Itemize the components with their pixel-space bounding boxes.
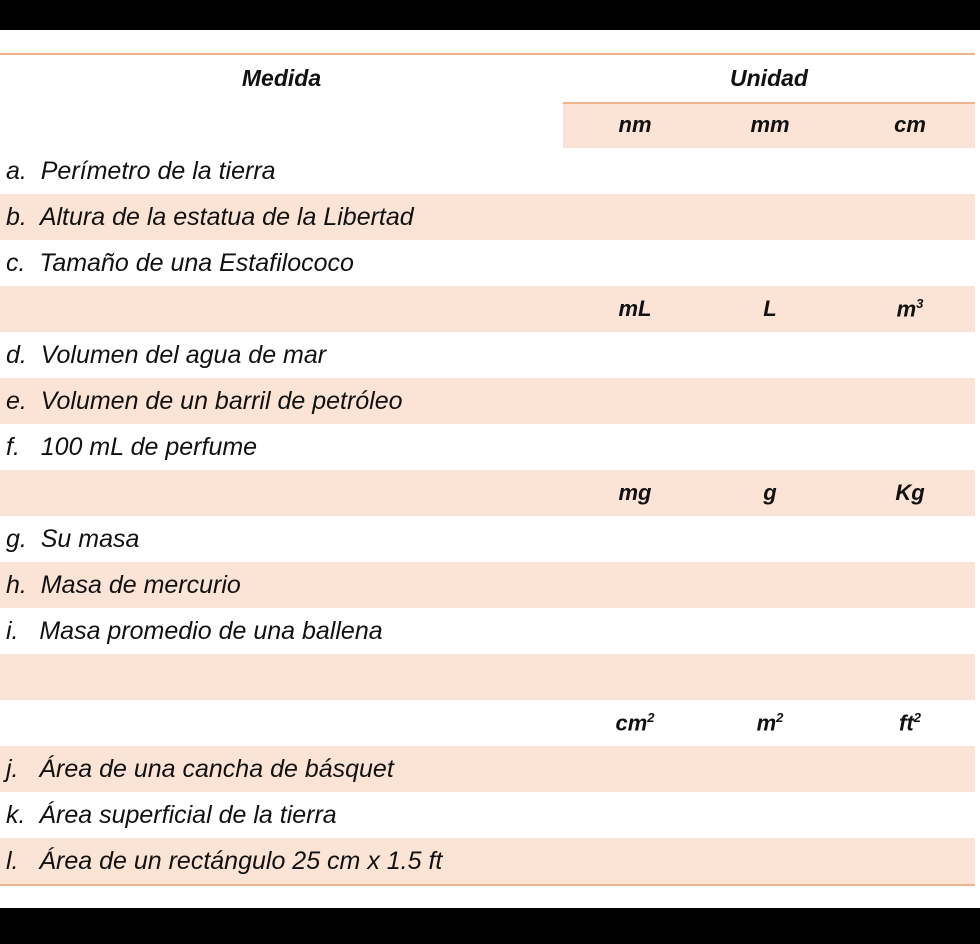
measure-row — [0, 240, 975, 286]
measure-row — [0, 332, 975, 378]
unit-label: ft — [899, 710, 914, 736]
unit-header — [850, 112, 970, 138]
unit-header — [850, 480, 970, 506]
unit-header — [850, 710, 970, 736]
measure-label: j. Área de una cancha de básquet — [6, 754, 394, 783]
measure-label: a. Perímetro de la tierra — [6, 156, 276, 185]
unit-label: nm — [618, 112, 652, 137]
measure-row — [0, 516, 975, 562]
unit-row — [0, 102, 975, 148]
measure-label: h. Masa de mercurio — [6, 570, 241, 599]
measure-label: c. Tamaño de una Estafilococo — [6, 248, 354, 277]
unit-header — [710, 710, 830, 736]
header-unidad: Unidad — [730, 65, 808, 91]
unit-exponent: 2 — [913, 709, 921, 725]
table-body — [0, 102, 975, 884]
unit-label: cm — [615, 710, 648, 736]
units-table — [0, 53, 975, 886]
measure-row — [0, 424, 975, 470]
measure-label: f. 100 mL de perfume — [6, 432, 258, 461]
measure-label: b. Altura de la estatua de la Libertad — [6, 202, 414, 231]
measure-row — [0, 378, 975, 424]
header-medida: Medida — [241, 65, 322, 91]
unit-header — [710, 480, 830, 506]
unit-header — [575, 710, 695, 736]
unit-header — [850, 296, 970, 322]
measure-label: d. Volumen del agua de mar — [6, 340, 327, 369]
unit-exponent: 2 — [776, 709, 784, 725]
unit-label: g — [763, 480, 777, 505]
unit-header — [575, 296, 695, 322]
unit-exponent: 2 — [647, 709, 655, 725]
unit-label: Kg — [895, 480, 925, 505]
measure-row — [0, 608, 975, 654]
page — [0, 30, 980, 908]
measure-label: l. Área de un rectángulo 25 cm x 1.5 ft — [6, 846, 443, 875]
measure-row — [0, 148, 975, 194]
unit-label: mg — [618, 480, 652, 505]
unit-row — [0, 286, 975, 332]
unit-label: m — [896, 296, 917, 322]
unit-label: cm — [894, 112, 926, 137]
table-header-row — [0, 55, 975, 102]
measure-row — [0, 194, 975, 240]
measure-row — [0, 792, 975, 838]
measure-row — [0, 838, 975, 884]
unit-label: mL — [618, 296, 652, 321]
unit-header — [575, 480, 695, 506]
unit-row — [0, 700, 975, 746]
unit-label: L — [763, 296, 777, 321]
measure-row — [0, 746, 975, 792]
blank-row — [0, 654, 975, 700]
unit-label: m — [756, 710, 777, 736]
unit-row — [0, 470, 975, 516]
unit-exponent: 3 — [916, 295, 924, 311]
measure-row — [0, 562, 975, 608]
measure-label: k. Área superficial de la tierra — [6, 800, 337, 829]
measure-label: e. Volumen de un barril de petróleo — [6, 386, 403, 415]
measure-label: g. Su masa — [6, 524, 140, 553]
unit-header — [710, 296, 830, 322]
measure-label: i. Masa promedio de una ballena — [6, 616, 383, 645]
unit-header — [575, 112, 695, 138]
unit-label: mm — [750, 112, 790, 137]
unit-header — [710, 112, 830, 138]
